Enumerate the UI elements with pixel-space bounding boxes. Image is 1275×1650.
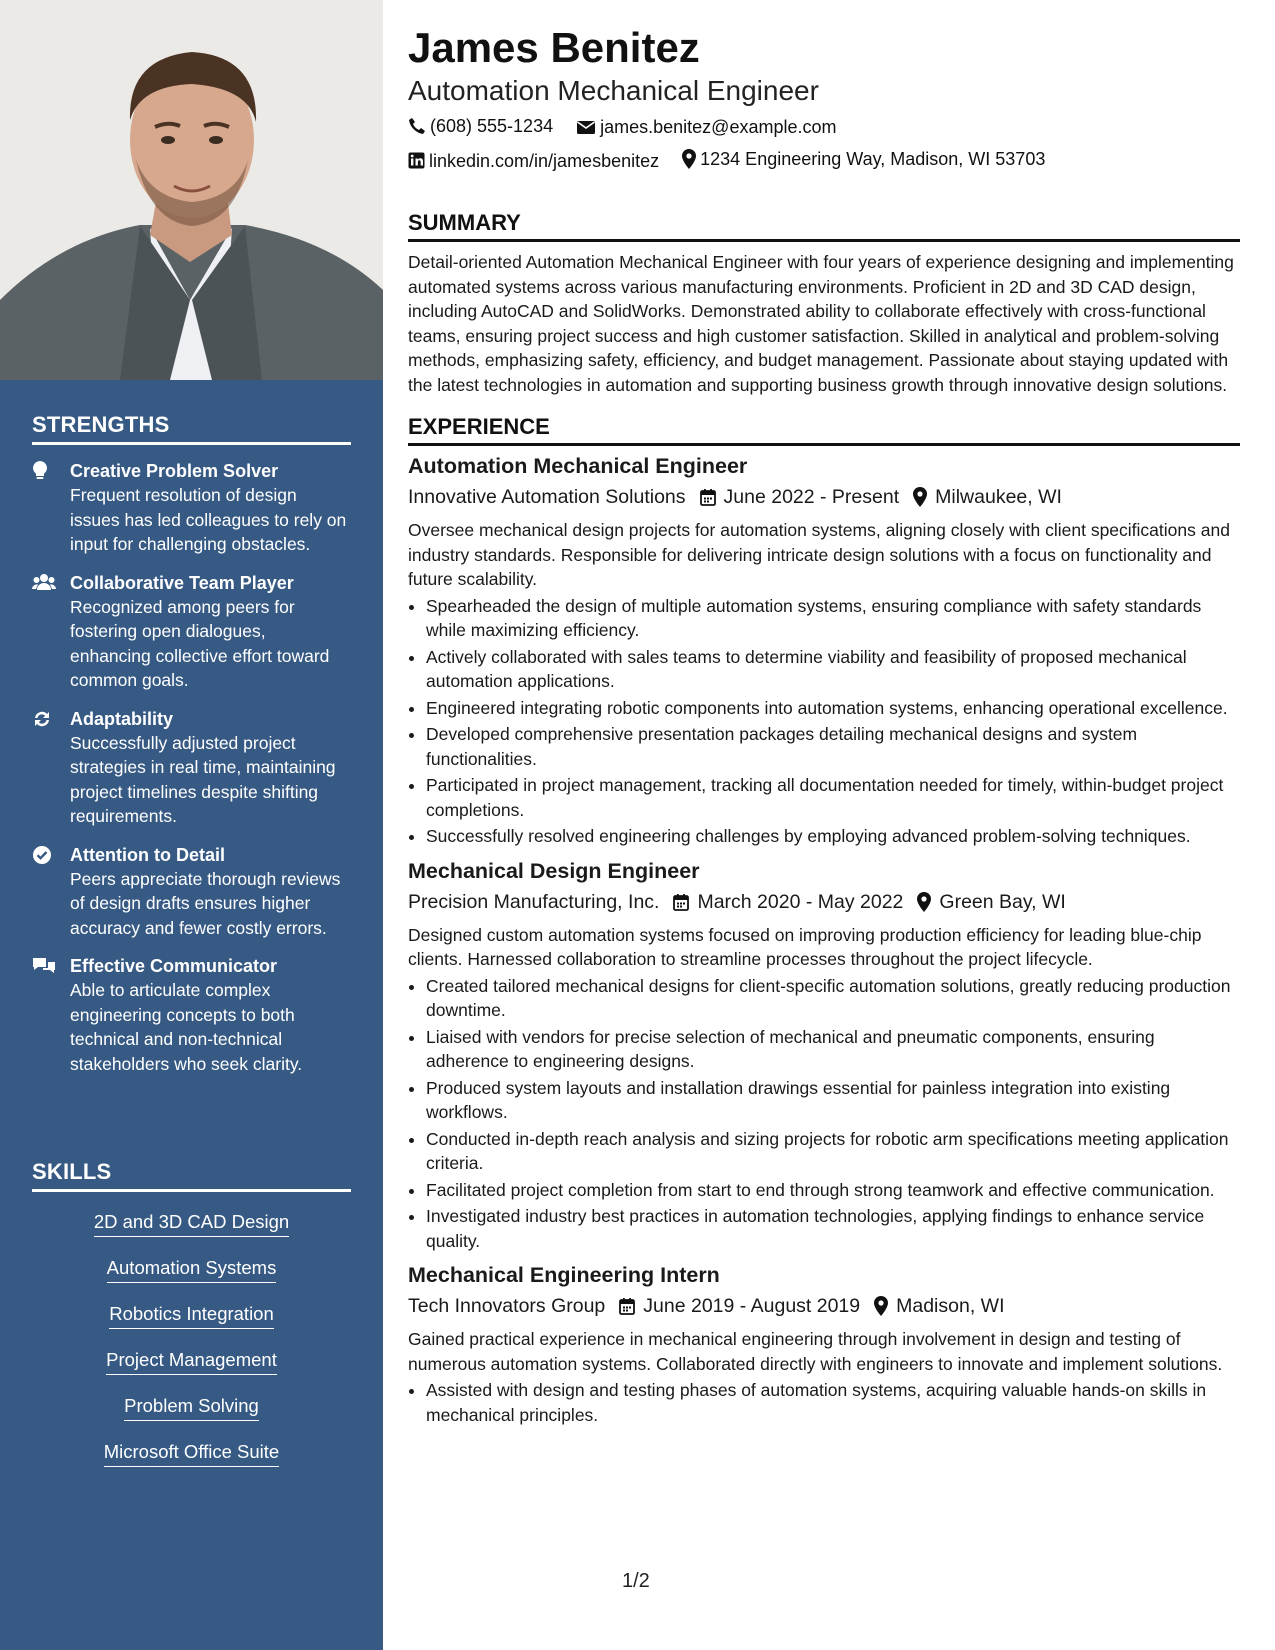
lightbulb-icon [32, 461, 54, 481]
experience-section [408, 413, 1240, 1427]
strength-item [32, 954, 351, 1076]
main-content [408, 22, 1240, 1429]
job-meta [408, 484, 1240, 510]
page-number: 1/2 [622, 1570, 650, 1592]
strength-item [32, 459, 351, 557]
job-title: Mechanical Design Engineer [408, 858, 700, 883]
job-bullet: • Produced system layouts and installation drawings essential for painless integration into existing workflows. [426, 1076, 1240, 1125]
job-bullet: • Successfully resolved engineering challenges by employing advanced problem-solving techniques. [426, 824, 1240, 849]
job-entry [408, 1261, 1240, 1427]
skill-item: Automation Systems [107, 1256, 277, 1283]
candidate-role: Automation Mechanical Engineer [408, 75, 819, 106]
job-company: Tech Innovators Group [408, 1295, 606, 1317]
map-marker-icon [682, 149, 696, 169]
strength-item [32, 707, 351, 829]
job-bullet: • Facilitated project completion from start to end through strong teamwork and effective communication. [426, 1178, 1240, 1203]
summary-text: Detail-oriented Automation Mechanical Engineer with four years of experience designing and implementing automated systems across various manufacturing environments. Proficient in 2D and 3D CAD design, including AutoCAD and SolidWorks. Demonstrated ability to collaborate effectively with cross-functional teams, ensuring project success and high customer satisfaction. Skilled in analytical and problem-solving methods, emphasizing safety, efficiency, and budget management. Passionate about staying updated with the latest technologies in automation and supporting business growth through innovative design solutions. [408, 252, 1234, 395]
strength-desc: Recognized among peers for fostering open dialogues, enhancing collective effort toward common goals. [70, 596, 330, 690]
comments-icon [32, 956, 54, 976]
job-bullet: • Developed comprehensive presentation packages detailing mechanical designs and system functionalities. [426, 722, 1240, 771]
job-location [917, 889, 1065, 915]
strength-title: Attention to Detail [70, 844, 225, 865]
strength-desc: Able to articulate complex engineering concepts to both technical and non-technical stakeholders who seek clarity. [70, 980, 303, 1074]
sidebar [0, 0, 383, 1650]
job-bullet: • Investigated industry best practices in automation technologies, applying findings to enhance service quality. [426, 1204, 1240, 1253]
summary-heading: SUMMARY [408, 209, 1240, 242]
job-bullets [408, 974, 1240, 1254]
strength-desc: Peers appreciate thorough reviews of design drafts ensures higher accuracy and fewer costly errors. [70, 868, 341, 938]
job-bullet: • Assisted with design and testing phases of automation systems, acquiring valuable hands-on skills in mechanical principles. [426, 1378, 1240, 1427]
job-entry [408, 857, 1240, 1254]
experience-heading: EXPERIENCE [408, 413, 1240, 446]
map-marker-icon [917, 892, 931, 912]
phone-icon [408, 117, 426, 135]
calendar-icon [700, 488, 716, 506]
strength-title: Effective Communicator [70, 956, 278, 976]
strength-item [32, 571, 351, 693]
job-location-text: Madison, WI [896, 1295, 1005, 1317]
phone-text: (608) 555-1234 [430, 116, 554, 136]
job-bullet: • Participated in project management, tracking all documentation needed for timely, within-budget project completions. [426, 773, 1240, 822]
email-text: james.benitez@example.com [600, 117, 837, 137]
job-location [874, 1293, 1004, 1319]
contact-row-2 [408, 147, 1240, 175]
contact-row [408, 114, 1240, 141]
job-company: Innovative Automation Solutions [408, 486, 686, 508]
strength-title: Collaborative Team Player [70, 572, 294, 593]
calendar-icon [619, 1297, 635, 1315]
strengths-heading: STRENGTHS [32, 412, 351, 445]
job-bullet: • Created tailored mechanical designs for client-specific automation solutions, greatly reducing production downtime. [426, 974, 1240, 1023]
email-contact[interactable] [576, 115, 836, 139]
linkedin-text: linkedin.com/in/jamesbenitez [429, 150, 660, 171]
skill-item: Project Management [106, 1348, 277, 1375]
job-bullet: • Actively collaborated with sales teams to determine viability and feasibility of proposed mechanical automation applications. [426, 645, 1240, 694]
job-description: Designed custom automation systems focused on improving production efficiency for leading blue-chip clients. Harnessed collaboration to streamline processes throughout the project lifecycle. [408, 924, 1202, 969]
profile-photo [0, 0, 383, 380]
skill-item: Robotics Integration [109, 1302, 274, 1329]
job-description: Gained practical experience in mechanical engineering through involvement in design and testing of numerous automation systems. Collaborated directly with engineers to innovate and implement solutions. [408, 1329, 1223, 1374]
check-circle-icon [32, 845, 54, 865]
address-contact [682, 147, 1045, 171]
job-meta [408, 1293, 1240, 1319]
linkedin-icon [408, 152, 425, 169]
summary-section [408, 209, 1240, 397]
job-dates [619, 1293, 860, 1319]
job-location-text: Green Bay, WI [939, 890, 1066, 913]
job-title: Automation Mechanical Engineer [408, 454, 748, 478]
job-title: Mechanical Engineering Intern [408, 1263, 720, 1287]
job-dates-text: March 2020 - May 2022 [697, 890, 904, 913]
candidate-name: James Benitez [408, 24, 700, 71]
job-bullet: • Spearheaded the design of multiple automation systems, ensuring compliance with safety standards while maximizing efficiency. [426, 594, 1240, 643]
skills-section [32, 1159, 351, 1478]
skill-item: Microsoft Office Suite [104, 1440, 279, 1467]
strengths-section [32, 412, 351, 1076]
users-icon [32, 573, 54, 593]
skill-item: Problem Solving [124, 1394, 259, 1421]
job-location-text: Milwaukee, WI [935, 486, 1062, 508]
strength-desc: Successfully adjusted project strategies in real time, maintaining project timelines despite shifting requirements. [70, 732, 336, 826]
map-marker-icon [874, 1296, 888, 1316]
calendar-icon [673, 893, 689, 911]
job-company: Precision Manufacturing, Inc. [408, 890, 660, 913]
envelope-icon [576, 119, 596, 135]
job-bullet: • Liaised with vendors for precise selection of mechanical and pneumatic components, ensuring adherence to engineering designs. [426, 1025, 1240, 1074]
strength-desc: Frequent resolution of design issues has led colleagues to rely on input for challenging obstacles. [70, 485, 347, 554]
map-marker-icon [913, 487, 927, 507]
job-dates [673, 889, 903, 915]
strength-title: Adaptability [70, 708, 174, 729]
strength-title: Creative Problem Solver [70, 461, 279, 481]
job-entry [408, 452, 1240, 849]
phone-contact[interactable] [408, 114, 553, 138]
address-text: 1234 Engineering Way, Madison, WI 53703 [700, 149, 1046, 169]
job-dates [700, 484, 900, 510]
job-meta [408, 889, 1240, 915]
job-bullet: • Engineered integrating robotic components into automation systems, enhancing operational excellence. [426, 696, 1240, 721]
job-dates-text: June 2019 - August 2019 [643, 1295, 861, 1317]
job-description: Oversee mechanical design projects for automation systems, aligning closely with client specifications and industry standards. Responsible for delivering intricate design solutions with a focus on functionality and future scalability. [408, 520, 1230, 589]
skill-item: 2D and 3D CAD Design [94, 1210, 289, 1237]
skills-heading: SKILLS [32, 1159, 351, 1192]
job-bullets [408, 1378, 1240, 1427]
job-bullet: • Conducted in-depth reach analysis and sizing projects for robotic arm specifications meeting application criteria. [426, 1127, 1240, 1176]
sync-icon [32, 709, 54, 729]
strength-item [32, 843, 351, 941]
job-dates-text: June 2022 - Present [723, 486, 900, 508]
job-bullets [408, 594, 1240, 849]
linkedin-contact[interactable] [408, 149, 659, 173]
job-location [913, 484, 1062, 510]
